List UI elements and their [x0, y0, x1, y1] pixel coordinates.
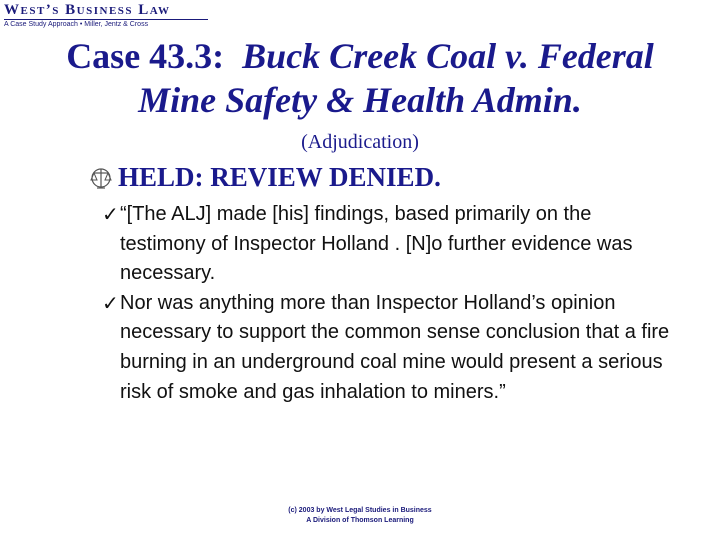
title-line-2: Mine Safety & Health Admin. [138, 80, 582, 120]
title-case-number: Case 43.3: [66, 36, 225, 76]
title-line-1 [0, 34, 720, 78]
list-item [102, 200, 672, 289]
list-item-text: Nor was anything more than Inspector Holland’s opinion necessary to support the common sense conclusion that a fire burning in an underground coal mine would present a serious risk of smoke and gas inhalation to miners.” [120, 291, 670, 403]
list-item [102, 289, 672, 407]
held-heading: HELD: REVIEW DENIED. [118, 162, 441, 192]
list-item-text: “[The ALJ] made [his] findings, based primarily on the testimony of Inspector Holland . [N]o further evidence was necessary. [120, 203, 633, 285]
checkmark-icon: ✓ [102, 290, 119, 315]
logo-title: West’s Business Law [4, 2, 171, 18]
publisher-logo [4, 2, 214, 28]
slide-title [0, 34, 720, 122]
slide-subtitle: (Adjudication) [301, 131, 419, 153]
footer-line-2: A Division of Thomson Learning [306, 517, 414, 524]
footer-line-1: (c) 2003 by West Legal Studies in Business [288, 507, 432, 514]
logo-rule [4, 19, 208, 20]
sub-bullet-list [102, 200, 672, 407]
title-case-name: Buck Creek Coal v. Federal [242, 36, 654, 76]
copyright-footer [0, 506, 720, 526]
logo-subtitle: A Case Study Approach • Miller, Jentz & Cross [4, 21, 149, 28]
checkmark-icon: ✓ [102, 202, 119, 226]
scales-bullet-icon [88, 164, 114, 194]
